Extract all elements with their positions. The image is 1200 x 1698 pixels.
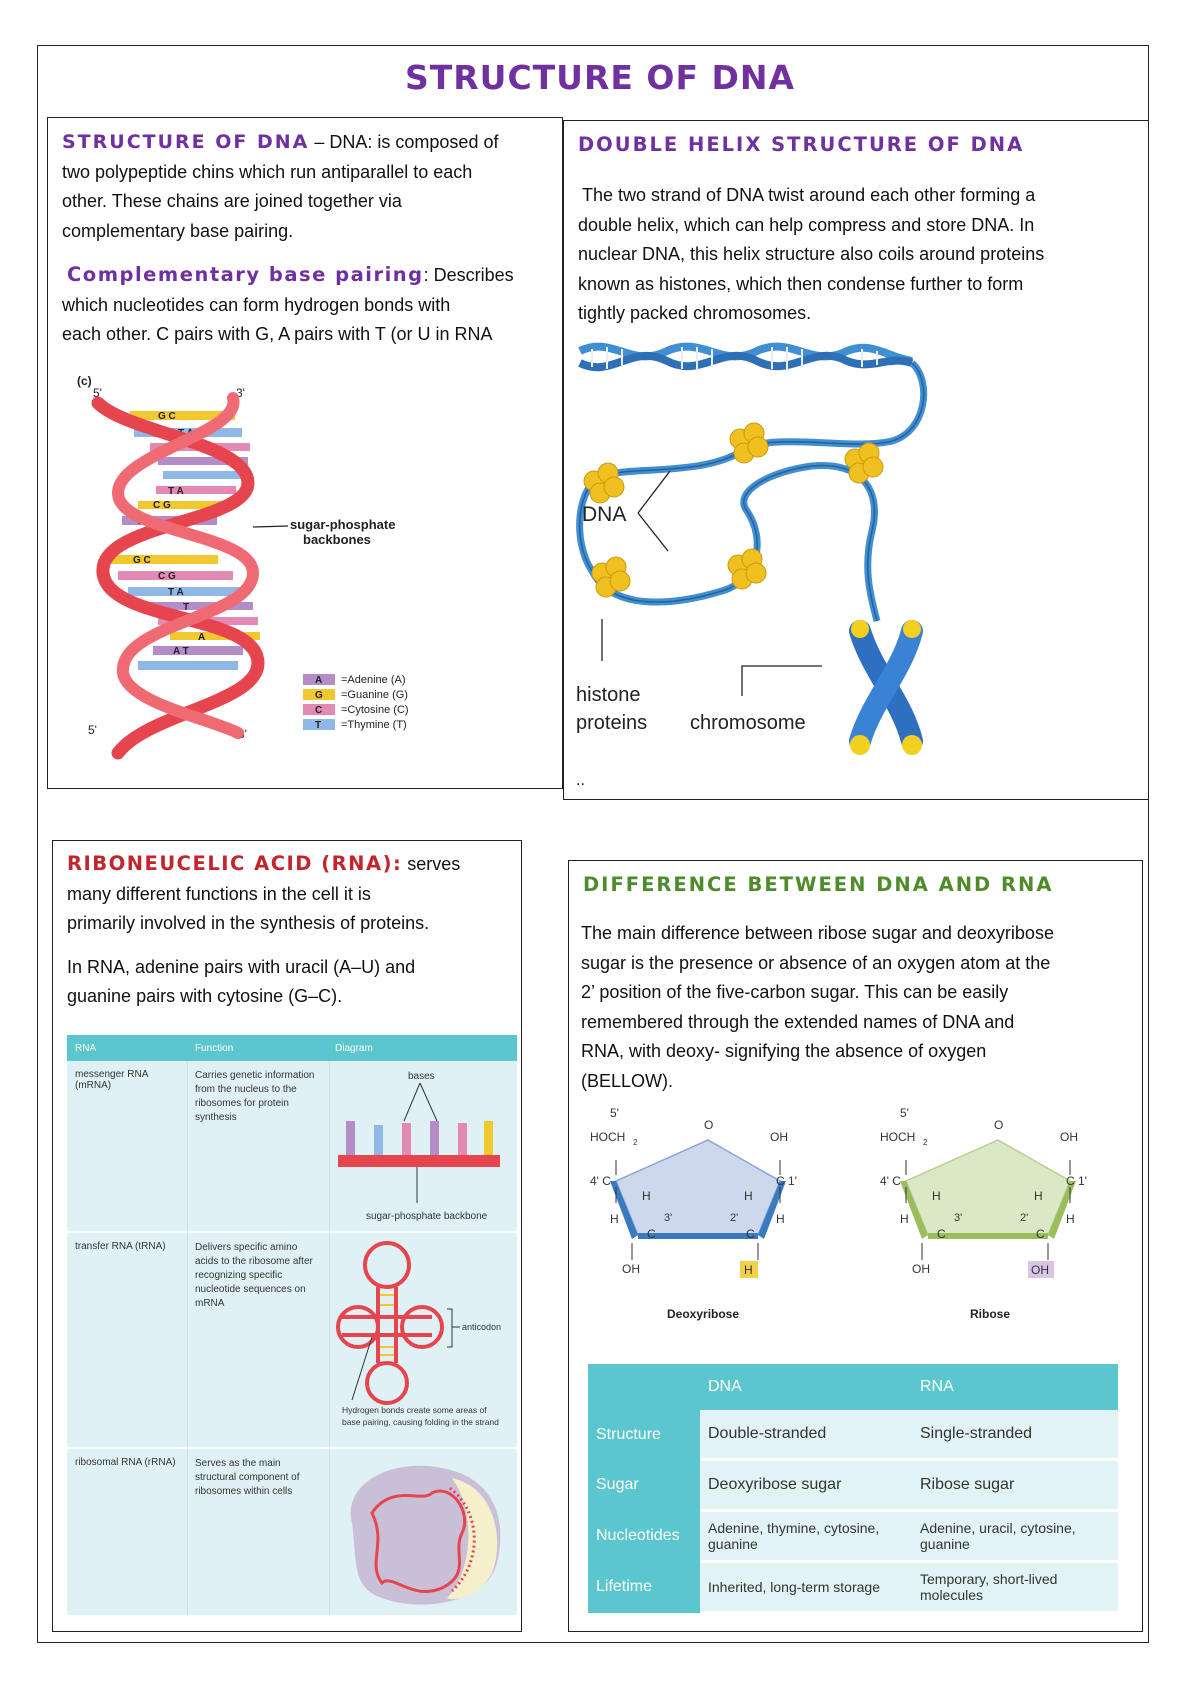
page-title: STRUCTURE OF DNA [404, 58, 796, 97]
difference-line: sugar is the presence or absence of an oxygen atom at the [581, 952, 1051, 973]
sugar-label: H [1034, 1189, 1043, 1203]
sugar-label: 4' C [590, 1174, 611, 1188]
difference-line: The main difference between ribose sugar and deoxyribose [581, 923, 1054, 943]
rna-table-header-cell: Function [195, 1043, 234, 1054]
comparison-dna-cell: Inherited, long-term storage [700, 1562, 912, 1613]
sugar-label: OH [622, 1262, 640, 1276]
base-letter: A T [173, 646, 189, 657]
double-helix-line: The two strand of DNA twist around each other forming a [582, 185, 1036, 205]
bases-label: bases [408, 1071, 435, 1082]
difference-line: RNA, with deoxy- signifying the absence of oxygen [581, 1041, 987, 1061]
comparison-rna-cell: Single-stranded [912, 1410, 1118, 1460]
base-pair-bar [128, 587, 248, 596]
base-letter: A T [138, 516, 154, 527]
dna-pointer [638, 471, 670, 513]
sugar-label: H [610, 1212, 619, 1226]
double-helix-line: tightly packed chromosomes. [578, 303, 812, 323]
structure-section [47, 117, 563, 789]
sugar-label: H [744, 1189, 753, 1203]
sugar-label: 2' [1020, 1212, 1029, 1224]
sugar-label: 3' [954, 1212, 963, 1224]
histone [584, 463, 624, 503]
histone [845, 443, 883, 483]
dna-rna-comparison-table [588, 1364, 1118, 1614]
cbp-lead: : Describes [423, 265, 514, 285]
sugar-diagrams [580, 1105, 1140, 1335]
legend-text: =Guanine (G) [341, 689, 408, 701]
deoxyribose-ring [616, 1140, 780, 1235]
sugar-label: HOCH [880, 1130, 916, 1144]
rna-table-header [67, 1035, 517, 1061]
deoxyribose-name: Deoxyribose [667, 1307, 740, 1321]
structure-line: two polypeptide chins which run antiparallel to each [62, 161, 473, 182]
sugar-label: C 1' [1066, 1174, 1087, 1188]
row-divider [67, 1447, 517, 1449]
structure-text [62, 128, 552, 350]
rna-text [67, 849, 517, 1012]
difference-line: remembered through the extended names of DNA and [581, 1011, 1015, 1032]
cbp-heading: Complementary base pairing [67, 263, 424, 286]
comparison-row-label: Sugar [588, 1460, 700, 1511]
ribose-ring [906, 1140, 1070, 1235]
base-legend [303, 674, 409, 731]
rna-type-function: Carries genetic information from the nucleus to the ribosomes for protein synthesis [195, 1070, 315, 1123]
trna-diagram [332, 1235, 517, 1445]
difference-line: 2’ position of the five-carbon sugar. This can be easily [581, 982, 1009, 1002]
rna-type-name: transfer RNA (tRNA) [75, 1241, 166, 1252]
double-helix-section [563, 120, 1149, 800]
rna-table-header-cell: Diagram [335, 1043, 373, 1054]
dna-pointer [638, 513, 668, 551]
base-letter: G C [133, 555, 151, 566]
comparison-header-cell: DNA [700, 1364, 912, 1410]
sugar-label: 5' [900, 1106, 909, 1120]
backbone-label: backbones [303, 532, 371, 547]
base-letter: T [196, 442, 203, 453]
base-pair-bar [108, 555, 218, 564]
backbone-caption: sugar-phosphate backbone [366, 1211, 488, 1222]
backbone-pointer [253, 526, 288, 527]
sugar-label: H [900, 1212, 909, 1226]
sugar-label: OH [1060, 1130, 1078, 1144]
sugar-label: C [1036, 1227, 1045, 1241]
sugar-label: 2 [633, 1138, 638, 1147]
cbp-line: which nucleotides can form hydrogen bonds with [62, 294, 451, 315]
sugar-label: C 1' [776, 1174, 797, 1188]
histone-label: proteins [576, 712, 648, 734]
rna-types-table [67, 1035, 517, 1615]
comparison-header-row [588, 1364, 1118, 1410]
backbone-bar [338, 1155, 500, 1167]
chromatin-figure [572, 341, 932, 781]
difference-text [581, 919, 1136, 1096]
comparison-header-cell [588, 1364, 700, 1410]
comparison-rna-cell: Temporary, short-lived molecules [912, 1562, 1118, 1613]
histone [730, 423, 768, 463]
double-helix-line: double helix, which can help compress and store DNA. In [578, 214, 1035, 235]
sugar-label: OH [912, 1262, 930, 1276]
sugar-label: 2' [730, 1212, 739, 1224]
double-helix-line: nuclear DNA, this helix structure also coils around proteins [578, 244, 1045, 264]
legend-letter: A [315, 675, 323, 686]
legend-letter: C [315, 705, 323, 716]
sugar-label: C [937, 1227, 946, 1241]
sugar-label: OH [770, 1130, 788, 1144]
comparison-rna-cell: Ribose sugar [912, 1460, 1118, 1511]
deoxyribose-diagram [590, 1106, 797, 1321]
end-3-bottom: 3' [238, 727, 247, 741]
cbp-line: each other. C pairs with G, A pairs with T (or U in RNA [62, 324, 493, 344]
base-letter: A [198, 632, 206, 643]
comparison-row [588, 1410, 1118, 1460]
histone-label: histone [576, 684, 641, 706]
figure-panel-label: (c) [77, 374, 92, 388]
rna-line: many different functions in the cell it is [67, 883, 371, 904]
comparison-dna-cell: Deoxyribose sugar [700, 1460, 912, 1511]
dna-double-helix [580, 347, 912, 369]
rna-type-name: messenger RNA (mRNA) [75, 1069, 148, 1091]
structure-line: complementary base pairing. [62, 220, 294, 241]
structure-heading: STRUCTURE OF DNA [62, 131, 310, 153]
double-helix-text [578, 181, 1138, 329]
base-pair-bar [138, 661, 238, 670]
chromosome-label: chromosome [690, 712, 806, 734]
sugar-label: O [704, 1118, 714, 1132]
histone-groups [584, 423, 883, 597]
hbond-label: base pairing, causing folding in the strand [342, 1417, 499, 1427]
chromosome-pointer [742, 666, 822, 696]
comparison-row-label: Nucleotides [588, 1511, 700, 1562]
legend-text: =Cytosine (C) [341, 704, 409, 716]
anticodon-label: anticodon [462, 1322, 502, 1332]
comparison-dna-cell: Double-stranded [700, 1410, 912, 1460]
row-divider [67, 1231, 517, 1233]
comparison-rna-cell: Adenine, uracil, cytosine, guanine [912, 1511, 1118, 1562]
sugar-label: 5' [610, 1106, 619, 1120]
sugar-label: C [746, 1227, 755, 1241]
rna-type-function: Serves as the main structural component of ribosomes within cells [195, 1458, 300, 1497]
base-pair-bar [163, 471, 243, 479]
chromosome-shape [850, 620, 922, 755]
rna-table-header-cell: RNA [75, 1043, 97, 1054]
sugar-label: 4' C [880, 1174, 901, 1188]
deoxyribose-bond [638, 1233, 758, 1239]
sugar-label: H [744, 1263, 753, 1277]
sugar-label: O [994, 1118, 1004, 1132]
base-letter: T A [178, 428, 194, 439]
dna-helix-figure [58, 373, 478, 773]
structure-line: other. These chains are joined together via [62, 191, 402, 211]
base-letter: T A [168, 486, 184, 497]
comparison-row [588, 1562, 1118, 1613]
sugar-label: H [932, 1189, 941, 1203]
mrna-diagram [332, 1063, 512, 1231]
hbond-label: Hydrogen bonds create some areas of [342, 1405, 487, 1415]
ribose-bond [928, 1233, 1048, 1239]
comparison-row [588, 1460, 1118, 1511]
structure-lead: – DNA: is composed of [309, 132, 499, 152]
rna-heading: RIBONEUCELIC ACID (RNA): [67, 852, 403, 875]
difference-line: (BELLOW). [581, 1070, 674, 1091]
legend-letter: T [315, 720, 322, 731]
base-letter: C G [153, 500, 171, 511]
sugar-label: HOCH [590, 1130, 626, 1144]
rna-pairing-line: In RNA, adenine pairs with uracil (A–U) and [67, 956, 416, 977]
backbone-label: sugar-phosphate [290, 517, 396, 532]
comparison-row-label: Lifetime [588, 1562, 700, 1613]
comparison-header-cell: RNA [912, 1364, 1118, 1410]
sugar-label: H [642, 1189, 651, 1203]
comparison-row-label: Structure [588, 1410, 700, 1460]
rna-type-function: Delivers specific amino acids to the ribosome after recognizing specific nucleotide sequences on mRNA [195, 1242, 313, 1309]
double-helix-line: known as histones, which then condense further to form [578, 273, 1024, 294]
base-letter: G C [158, 411, 176, 422]
comparison-row [588, 1511, 1118, 1562]
rrna-diagram [332, 1453, 512, 1613]
legend-letter: G [315, 690, 323, 701]
double-helix-heading: DOUBLE HELIX STRUCTURE OF DNA [578, 133, 1025, 156]
sugar-label: 3' [664, 1212, 673, 1224]
rna-line: primarily involved in the synthesis of proteins. [67, 913, 430, 933]
difference-heading: DIFFERENCE BETWEEN DNA AND RNA [583, 873, 1054, 896]
rna-pairing-line: guanine pairs with cytosine (G–C). [67, 986, 343, 1006]
histone [728, 549, 766, 589]
sugar-label: 2 [923, 1138, 928, 1147]
base-pair-bar [153, 646, 243, 655]
base-letter: C G [158, 571, 176, 582]
comparison-dna-cell: Adenine, thymine, cytosine, guanine [700, 1511, 912, 1562]
end-3-top: 3' [236, 386, 245, 400]
trailing-mark: .. [576, 773, 585, 789]
end-5-bottom: 5' [88, 723, 97, 737]
end-5-top: 5' [93, 386, 102, 400]
base-letter: T A [168, 587, 184, 598]
sugar-label: H [1066, 1212, 1075, 1226]
legend-text: =Thymine (T) [341, 719, 407, 731]
ribose-name: Ribose [970, 1307, 1011, 1321]
sugar-label: OH [1031, 1263, 1049, 1277]
rna-lead: serves [402, 854, 461, 874]
ribose-diagram [880, 1106, 1087, 1321]
column-divider [187, 1061, 188, 1615]
base-letter: T [183, 602, 190, 613]
dna-label: DNA [582, 503, 627, 526]
sugar-label: C [647, 1227, 656, 1241]
rna-type-name: ribosomal RNA (rRNA) [75, 1457, 176, 1468]
sugar-label: H [776, 1212, 785, 1226]
histone [592, 557, 630, 597]
column-divider [329, 1061, 330, 1615]
legend-text: =Adenine (A) [341, 674, 406, 686]
